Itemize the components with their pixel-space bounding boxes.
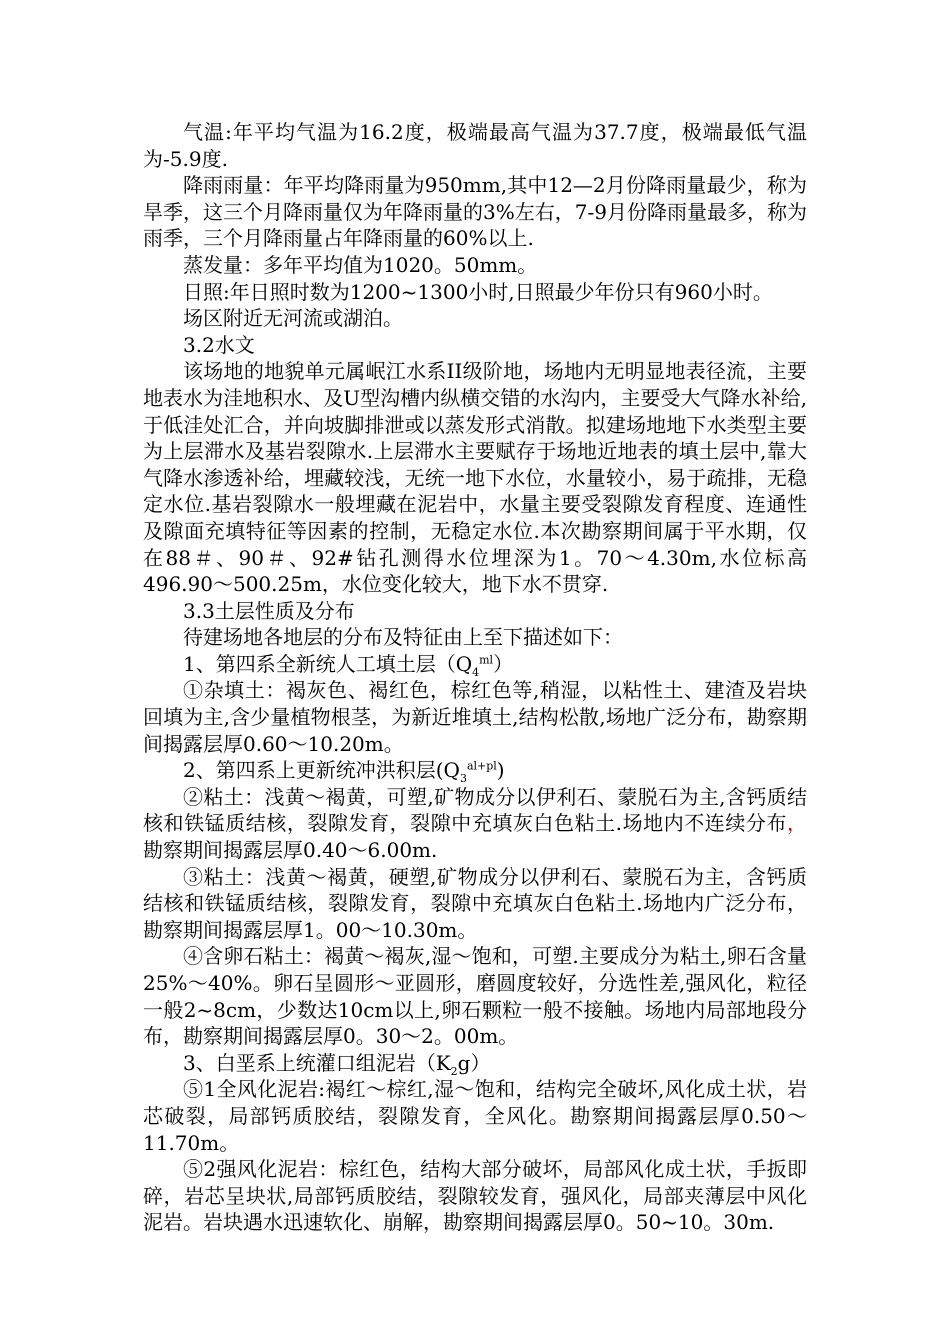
layer-heading-close: g） [457, 1050, 491, 1075]
layer-heading-mudstone [143, 1050, 807, 1077]
formula-superscript: ml [479, 653, 494, 667]
clay-2-thickness: 勘察期间揭露层厚0.40～6.00m. [143, 838, 438, 863]
highlighted-comma: ， [787, 811, 807, 836]
paragraph-clay-3: ③粘土：浅黄～褐黄，硬塑,矿物成分以伊利石、蒙脱石为主，含钙质结核和铁锰质结核，裂隙发育，裂隙中充填灰白色粘土.场地内广泛分布，勘察期间揭露层厚1。00～10.30m。 [143, 864, 807, 942]
paragraph-clay-2 [143, 784, 807, 864]
paragraph-sunshine: 日照:年日照时数为1200~1300小时,日照最少年份只有960小时。 [183, 279, 773, 304]
paragraph-no-river: 场区附近无河流或湖泊。 [183, 306, 403, 331]
section-heading-hydrology: 3.2水文 [183, 332, 255, 357]
paragraph-temperature: 气温:年平均气温为16.2度，极端最高气温为37.7度，极端最低气温为-5.9度. [143, 120, 807, 171]
clay-2-text: ②粘土：浅黄～褐黄，可塑,矿物成分以伊利石、蒙脱石为主,含钙质结核和铁锰质结核，裂隙发育，裂隙中充填灰白色粘土.场地内不连续分布 [143, 784, 807, 836]
layer-heading-text: 2、第四系上更新统冲洪积层(Q [183, 758, 460, 783]
section-heading-soil-layers: 3.3土层性质及分布 [183, 598, 355, 623]
formula-subscript: 2 [450, 1064, 458, 1078]
paragraph-mudstone-strongly-weathered: ⑤2强风化泥岩：棕红色，结构大部分破坏，局部风化成土状，手扳即碎，岩芯呈块状,局部钙质胶结，裂隙较发育，强风化，局部夹薄层中风化泥岩。岩块遇水迅速软化、崩解，勘察期间揭露层厚0。50~10。30m. [143, 1157, 807, 1235]
formula-superscript: al+pl [466, 759, 497, 773]
layer-heading-artificial-fill [143, 651, 807, 678]
layer-heading-close: ) [496, 758, 505, 783]
paragraph-intro: 待建场地各地层的分布及特征由上至下描述如下： [183, 625, 623, 650]
formula-subscript: 4 [472, 665, 480, 679]
formula-subscript: 3 [459, 772, 467, 786]
layer-heading-alluvial [143, 757, 807, 784]
paragraph-rainfall: 降雨雨量：年平均降雨量为950mm,其中12—2月份降雨量最少，称为旱季，这三个月降雨量仅为年降雨量的3%左右，7-9月份降雨量最多，称为雨季，三个月降雨量占年降雨量的60%以上. [143, 173, 807, 251]
layer-heading-text: 3、白垩系上统灌口组泥岩（K [183, 1050, 451, 1075]
paragraph-pebble-clay: ④含卵石粘土：褐黄～褐灰,湿～饱和，可塑.主要成分为粘土,卵石含量25%～40%。卵石呈圆形～亚圆形，磨圆度较好，分选性差,强风化，粒径一般2~8cm，少数达10cm以上,卵石颗粒一般不接触。场地内局部地段分布，勘察期间揭露层厚0。30～2。00m。 [143, 944, 807, 1049]
layer-heading-close: ） [493, 651, 514, 676]
paragraph-hydrology: 该场地的地貌单元属岷江水系II级阶地，场地内无明显地表径流，主要地表水为洼地积水、及U型沟槽内纵横交错的水沟内，主要受大气降水补给,于低洼处汇合，并向坡脚排泄或以蒸发形式消散。拟建场地地下水类型主要为上层滞水及基岩裂隙水.上层滞水主要赋存于场地近地表的填土层中,靠大气降水渗透补给，埋藏较浅，无统一地下水位，水量较小，易于疏排，无稳定水位.基岩裂隙水一般埋藏在泥岩中，水量主要受裂隙发育程度、连通性及隙面充填特征等因素的控制，无稳定水位.本次勘察期间属于平水期，仅在88＃、90＃、92#钻孔测得水位埋深为1。70～4.30m,水位标高496.90～500.25m，水位变化较大，地下水不贯穿. [143, 359, 807, 597]
paragraph-evaporation: 蒸发量：多年平均值为1020。50mm。 [183, 252, 538, 277]
document-body [143, 119, 807, 1236]
paragraph-miscellaneous-fill: ①杂填土：褐灰色、褐红色，棕红色等,稍湿，以粘性土、建渣及岩块回填为主,含少量植物根茎，为新近堆填土,结构松散,场地广泛分布，勘察期间揭露层厚0.60～10.20m。 [143, 678, 807, 756]
layer-heading-text: 1、第四系全新统人工填土层（Q [183, 651, 473, 676]
paragraph-mudstone-fully-weathered: ⑤1全风化泥岩:褐红～棕红,湿～饱和，结构完全破坏,风化成土状，岩芯破裂，局部钙质胶结，裂隙发育，全风化。勘察期间揭露层厚0.50～11.70m。 [143, 1077, 807, 1155]
